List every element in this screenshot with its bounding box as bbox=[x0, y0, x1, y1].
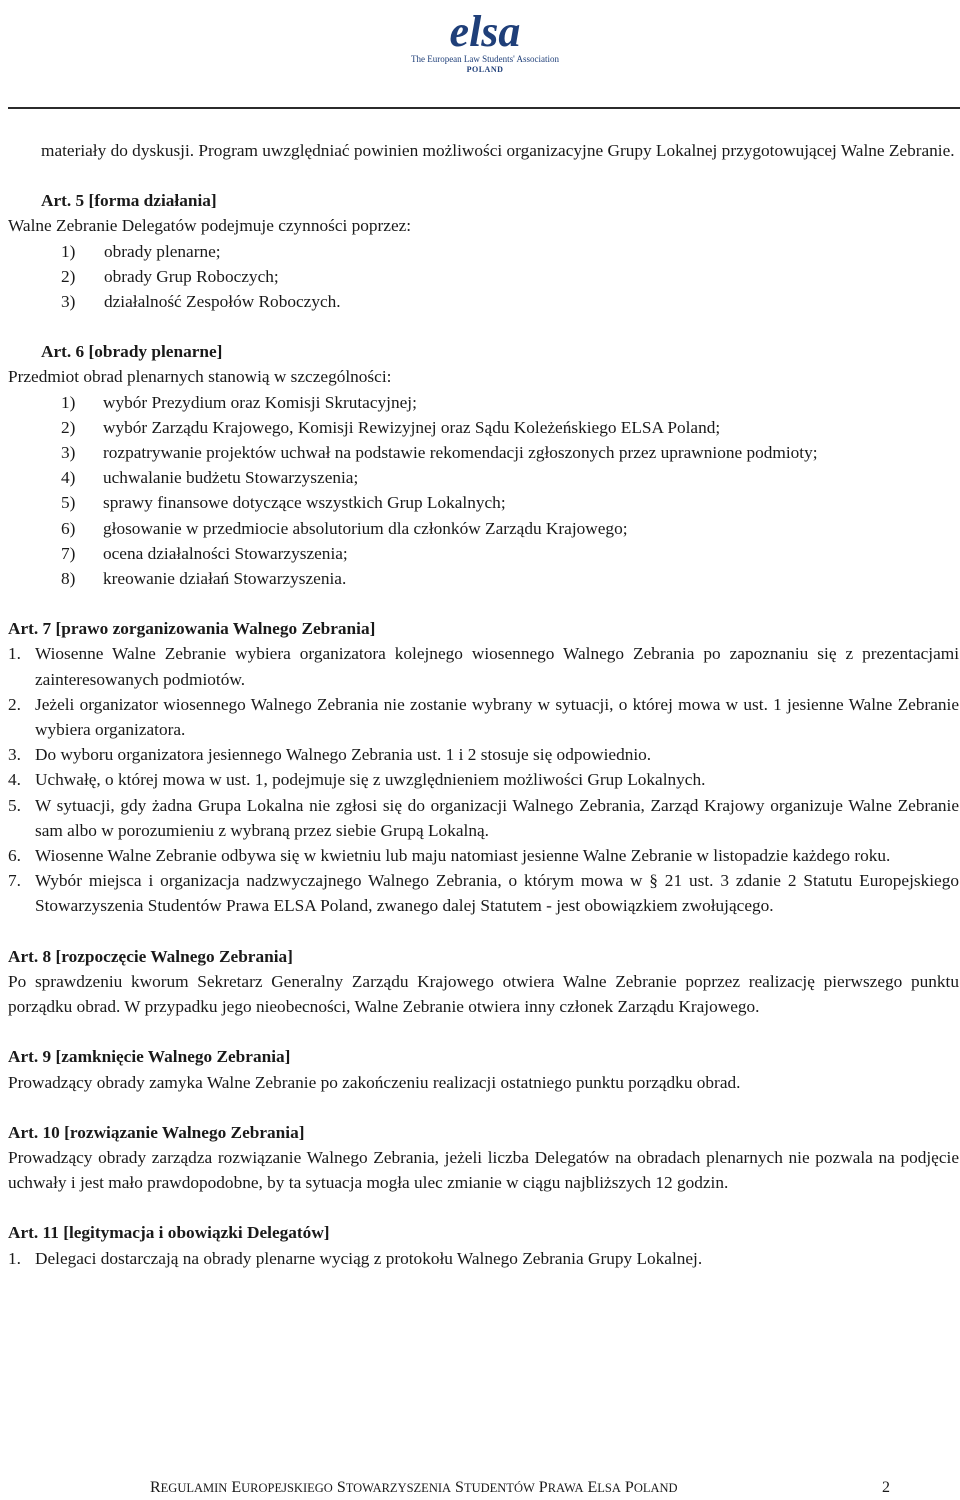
article-6-title: Art. 6 [obrady plenarne] bbox=[41, 342, 223, 362]
list-item: 5) sprawy finansowe dotyczące wszystkich Grup Lokalnych; bbox=[61, 493, 506, 513]
logo-org-name: The European Law Students' Association bbox=[410, 54, 560, 64]
article-9-text: Prowadzący obrady zamyka Walne Zebranie po zakończeniu realizacji ostatniego punktu porządku obrad. bbox=[8, 1072, 741, 1092]
elsa-logo bbox=[400, 8, 570, 88]
list-item: 3) rozpatrywanie projektów uchwał na podstawie rekomendacji zgłoszonych przez uprawnione podmioty; bbox=[61, 443, 818, 463]
article-6-lead: Przedmiot obrad plenarnych stanowią w szczególności: bbox=[8, 367, 392, 387]
list-item: 7) ocena działalności Stowarzyszenia; bbox=[61, 543, 348, 563]
footer-title: REGULAMIN EUROPEJSKIEGO STOWARZYSZENIA STUDENTÓW PRAWA ELSA POLAND bbox=[150, 1479, 678, 1496]
logo-country: POLAND bbox=[466, 65, 504, 74]
article-9 bbox=[8, 1044, 959, 1094]
elsa-logo-mark bbox=[430, 8, 540, 54]
page-number: 2 bbox=[882, 1479, 890, 1496]
article-10 bbox=[8, 1120, 959, 1196]
article-9-title: Art. 9 [zamknięcie Walnego Zebrania] bbox=[8, 1047, 291, 1067]
list-item: 3) działalność Zespołów Roboczych. bbox=[61, 292, 341, 312]
article-6 bbox=[8, 339, 959, 591]
article-5 bbox=[8, 188, 959, 314]
list-item: 1. Delegaci dostarczają na obrady plenarne wyciąg z protokołu Walnego Zebrania Grupy Lokalnej. bbox=[8, 1248, 703, 1268]
article-7-title: Art. 7 [prawo zorganizowania Walnego Zebrania] bbox=[8, 619, 376, 639]
list-item: 2) wybór Zarządu Krajowego, Komisji Rewizyjnej oraz Sądu Koleżeńskiego ELSA Poland; bbox=[61, 417, 721, 437]
article-7 bbox=[8, 616, 959, 918]
article-8-title: Art. 8 [rozpoczęcie Walnego Zebrania] bbox=[8, 946, 293, 966]
article-11 bbox=[8, 1220, 959, 1270]
list-item: 2. Jeżeli organizator wiosennego Walnego Zebrania nie zostanie wybrany w sytuacji, o której mowa w ust. 1 jesienne Walne Zebranie wybiera organizatora. bbox=[8, 694, 959, 740]
intro-paragraph: materiały do dyskusji. Program uwzględniać powinien możliwości organizacyjne Grupy Lokalnej przygotowującej Walne Zebranie. bbox=[41, 141, 955, 160]
page-footer bbox=[150, 1478, 890, 1498]
list-item: 6. Wiosenne Walne Zebranie odbywa się w kwietniu lub maju natomiast jesienne Walne Zebranie w listopadzie każdego roku. bbox=[8, 846, 891, 866]
list-item: 6) głosowanie w przedmiocie absolutorium dla członków Zarządu Krajowego; bbox=[61, 518, 628, 538]
header-rule bbox=[8, 107, 960, 109]
logo-wordmark: elsa bbox=[449, 8, 521, 54]
list-item: 1) obrady plenarne; bbox=[61, 241, 221, 261]
article-10-title: Art. 10 [rozwiązanie Walnego Zebrania] bbox=[8, 1122, 305, 1142]
article-5-lead: Walne Zebranie Delegatów podejmuje czynności poprzez: bbox=[8, 216, 412, 236]
list-item: 1. Wiosenne Walne Zebranie wybiera organizatora kolejnego wiosennego Walnego Zebrania po zapoznaniu się z prezentacjami zainteresowanych podmiotów. bbox=[8, 644, 959, 689]
list-item: 2) obrady Grup Roboczych; bbox=[61, 266, 279, 286]
list-item: 4. Uchwałę, o której mowa w ust. 1, podejmuje się z uwzględnieniem możliwości Grup Lokalnych. bbox=[8, 770, 706, 790]
article-10-text: Prowadzący obrady zarządza rozwiązanie Walnego Zebrania, jeżeli liczba Delegatów na obradach plenarnych nie pozwala na podjęcie uchwały i jest mało prawdopodobne, by ta sytuacja mogła ulec zmianie w ciągu najbliższych 12 godzin. bbox=[8, 1147, 959, 1193]
list-item: 8) kreowanie działań Stowarzyszenia. bbox=[61, 569, 347, 589]
document-body bbox=[8, 138, 959, 1271]
article-11-title: Art. 11 [legitymacja i obowiązki Delegatów] bbox=[8, 1223, 330, 1243]
list-item: 1) wybór Prezydium oraz Komisji Skrutacyjnej; bbox=[61, 392, 417, 412]
article-8-text: Po sprawdzeniu kworum Sekretarz Generalny Zarządu Krajowego otwiera Walne Zebranie poprzez realizację pierwszego punktu porządku obrad. W przypadku jego nieobecności, Walne Zebranie otwiera inny członek Zarządu Krajowego. bbox=[8, 971, 959, 1017]
list-item: 3. Do wyboru organizatora jesiennego Walnego Zebrania ust. 1 i 2 stosuje się odpowiednio. bbox=[8, 745, 652, 765]
list-item: 4) uchwalanie budżetu Stowarzyszenia; bbox=[61, 468, 359, 488]
article-8 bbox=[8, 944, 959, 1020]
list-item: 7. Wybór miejsca i organizacja nadzwyczajnego Walnego Zebrania, o którym mowa w § 21 ust. 3 zdanie 2 Statutu Europejskiego Stowarzyszenia Studentów Prawa ELSA Poland, zwanego dalej Statutem - jest obowiązkiem zwołującego. bbox=[8, 871, 959, 916]
list-item: 5. W sytuacji, gdy żadna Grupa Lokalna nie zgłosi się do organizacji Walnego Zebrania, Zarząd Krajowy organizuje Walne Zebranie sam albo w porozumieniu z wybraną przez siebie Grupą Lokalną. bbox=[8, 795, 959, 840]
article-5-title: Art. 5 [forma działania] bbox=[41, 191, 217, 211]
